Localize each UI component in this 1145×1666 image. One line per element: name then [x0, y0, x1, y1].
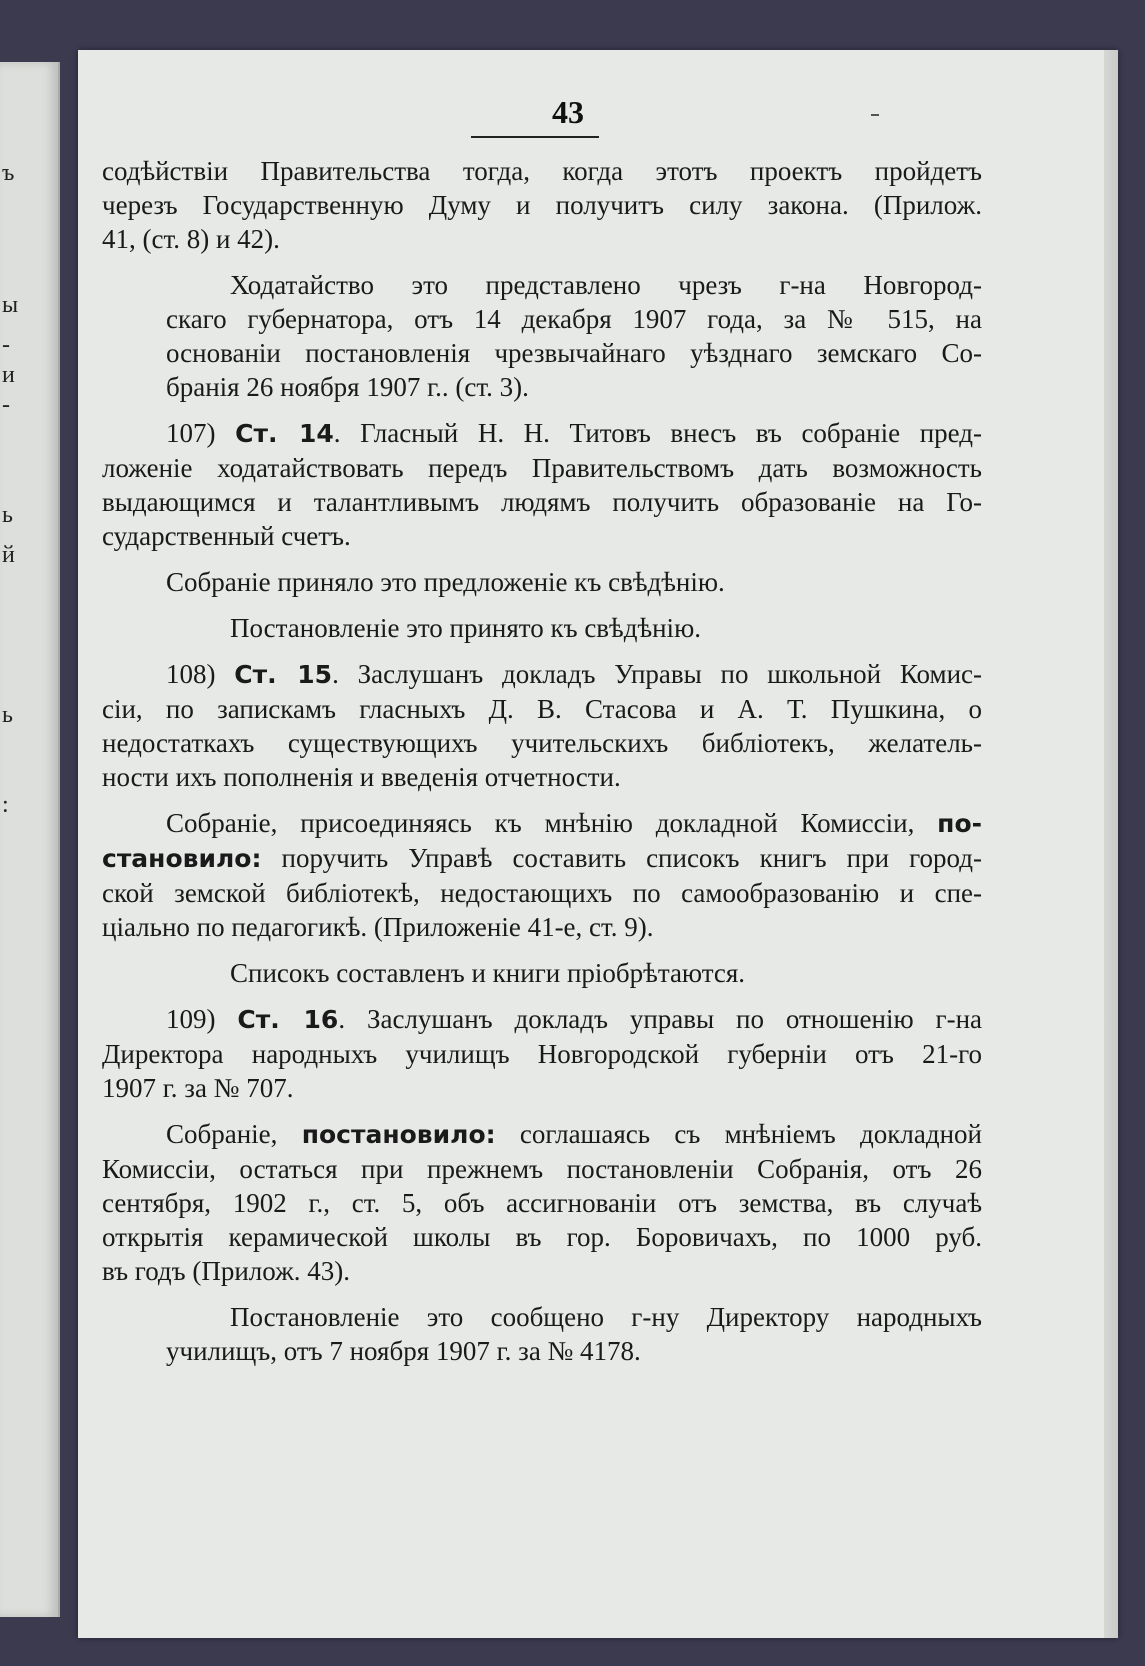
article-reference: Ст. 14 [235, 419, 334, 448]
text-line: 41, (ст. 8) и 42). [102, 224, 280, 254]
text-run: соглашаясь съ мнѣніемъ докладной [495, 1119, 982, 1149]
left-page-fragment: ы [2, 292, 19, 318]
article-reference: Ст. 15 [234, 660, 333, 689]
paragraph [102, 806, 982, 944]
text-line: 1907 г. за № 707. [102, 1073, 294, 1103]
paragraph: Постановленіе это принято къ свѣдѣнію. [230, 613, 701, 643]
text-line: содѣйствіи Правительства тогда, когда этотъ проектъ пройдетъ [102, 156, 982, 186]
text-line: училищъ, отъ 7 ноября 1907 г. за № 4178. [166, 1336, 641, 1366]
text-run: . Заслушанъ докладъ управы по отношенію г-на [338, 1004, 983, 1034]
paragraph-article-16 [102, 1002, 982, 1105]
left-page-fragment: - [2, 332, 10, 358]
document-page [78, 50, 1118, 1638]
text-line: ской земской библіотекѣ, недостающихъ по самообразованію и спе- [102, 878, 982, 908]
text-run: поручить Управѣ составить списокъ книгъ при город- [261, 843, 982, 873]
text-line [102, 1117, 982, 1152]
text-run: Собраніе, присоединяясь къ мнѣнію докладной Комиссіи, [166, 808, 915, 838]
text-line: недостаткахъ существующихъ учительскихъ библіотекъ, желатель- [102, 728, 982, 758]
text-line: черезъ Государственную Думу и получитъ силу закона. (Прилож. [102, 190, 982, 220]
text-line: сіи, по запискамъ гласныхъ Д. В. Стасова и А. Т. Пушкина, о [102, 694, 982, 724]
text-line: сударственный счетъ. [102, 521, 351, 551]
paragraph [102, 1300, 982, 1368]
left-page-fragment: ь [2, 502, 13, 528]
text-line: сентября, 1902 г., ст. 5, объ ассигнованіи отъ земства, въ случаѣ [102, 1188, 982, 1218]
dash-mark [871, 114, 879, 116]
text-line [102, 806, 982, 841]
left-page-fragment: и [2, 362, 15, 388]
text-run: . Заслушанъ докладъ Управы по школьной Комис- [332, 659, 982, 689]
text-line: въ годъ (Прилож. 43). [102, 1256, 350, 1286]
text-line: выдающимся и талантливымъ людямъ получить образованіе на Го- [102, 487, 982, 517]
text-line: скаго губернатора, отъ 14 декабря 1907 года, за № 515, на [166, 304, 982, 334]
text-line: ложеніе ходатайствовать передъ Правительствомъ дать возможность [102, 453, 982, 483]
left-page-fragment: ъ [2, 160, 15, 186]
paragraph-article-14 [102, 416, 982, 553]
paragraph [102, 268, 982, 404]
bold-term: по- [937, 809, 982, 838]
text-line [102, 416, 982, 451]
left-page-fragment: - [2, 392, 10, 418]
text-line [102, 1002, 982, 1037]
text-line [102, 841, 982, 876]
paragraph: Списокъ составленъ и книги пріобрѣтаются. [230, 958, 746, 988]
text-line: Директора народныхъ училищъ Новгородской губерніи отъ 21-го [102, 1039, 982, 1069]
paragraph: Собраніе приняло это предложеніе къ свѣдѣнію. [166, 567, 725, 597]
adjacent-left-page [0, 62, 60, 1617]
bold-term: становило: [102, 844, 262, 873]
article-reference: Ст. 16 [237, 1005, 339, 1034]
text-line: Комиссіи, остаться при прежнемъ постановленіи Собранія, отъ 26 [102, 1154, 982, 1184]
page-number: 43 [552, 94, 584, 130]
text-line: бранія 26 ноября 1907 г.. (ст. 3). [166, 372, 529, 402]
left-page-fragment: : [2, 792, 9, 818]
text-line: ціально по педагогикѣ. (Приложеніе 41-е, ст. 9). [102, 912, 654, 942]
text-line: Постановленіе это сообщено г-ну Директору народныхъ [230, 1302, 982, 1332]
item-number: 109) [166, 1004, 216, 1034]
page-body [102, 154, 982, 1368]
page-edge [1104, 50, 1118, 1638]
paragraph-article-15 [102, 657, 982, 794]
text-line: Ходатайство это представлено чрезъ г-на Новгород- [230, 270, 982, 300]
text-line: основаніи постановленія чрезвычайнаго уѣзднаго земскаго Со- [166, 338, 982, 368]
bold-term: постановило: [301, 1120, 496, 1149]
text-line [102, 657, 982, 692]
text-line: ности ихъ пополненія и введенія отчетности. [102, 762, 621, 792]
paragraph [102, 1117, 982, 1288]
item-number: 108) [166, 659, 216, 689]
item-number: 107) [166, 418, 216, 448]
text-line: открытія керамической школы въ гор. Боровичахъ, по 1000 руб. [102, 1222, 982, 1252]
left-page-fragment: й [2, 542, 15, 568]
page-number-rule [471, 136, 599, 138]
text-run: . Гласный Н. Н. Титовъ внесъ въ собраніе пред- [333, 418, 982, 448]
paragraph [102, 154, 982, 256]
text-run: Собраніе, [166, 1119, 278, 1149]
left-page-fragment: ь [2, 702, 13, 728]
